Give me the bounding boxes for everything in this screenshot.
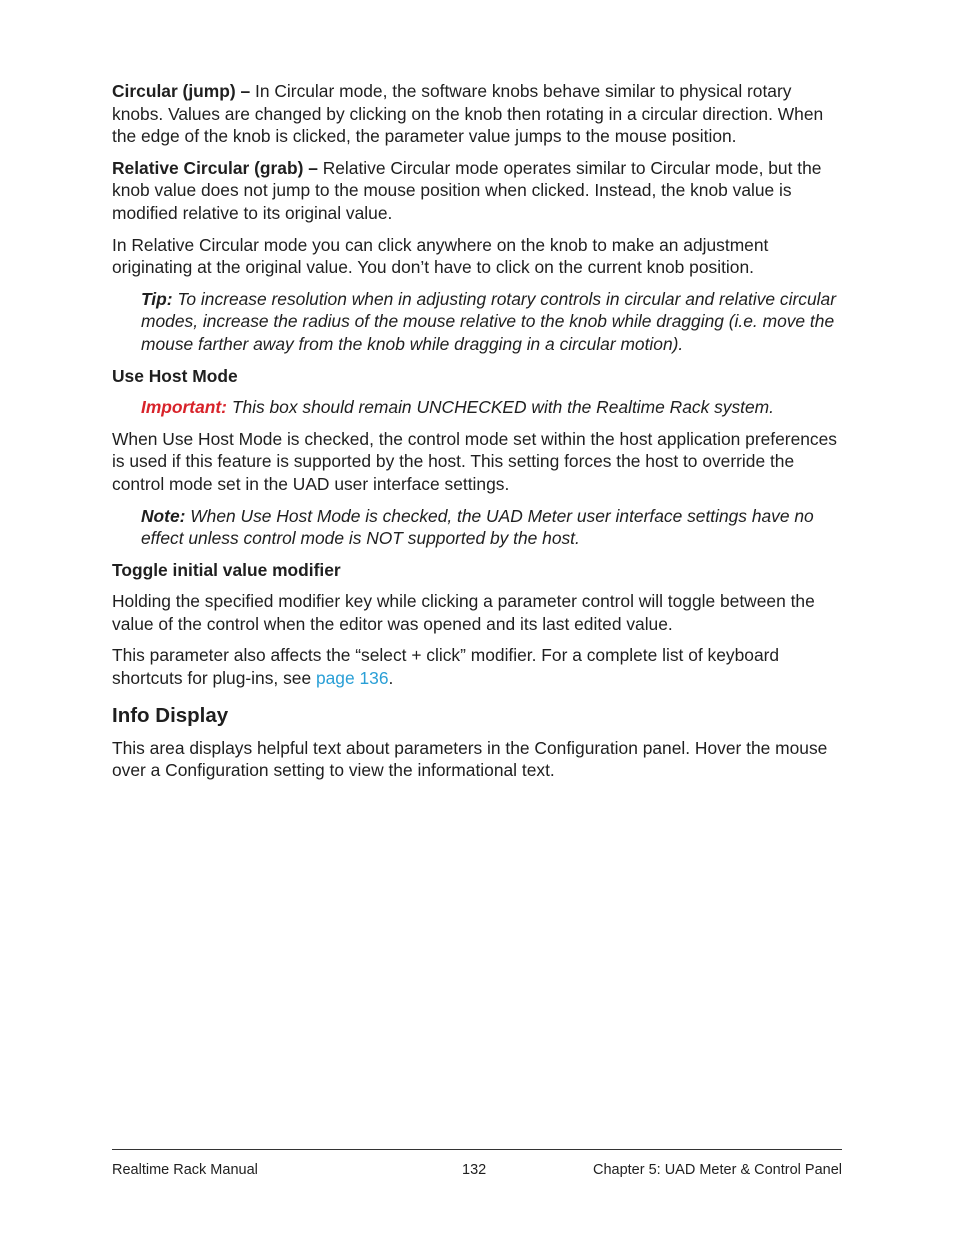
info-display-body: This area displays helpful text about parameters in the Configuration panel. Hover the mouse over a Configuration setting to view the informational text. bbox=[112, 737, 828, 781]
footer-divider bbox=[112, 1149, 842, 1150]
relative-circular-paragraph bbox=[112, 157, 842, 225]
note-label: Note: bbox=[141, 505, 186, 526]
important-note bbox=[141, 396, 842, 419]
note-text: When Use Host Mode is checked, the UAD Meter user interface settings have no effect unless control mode is NOT supported by the host. bbox=[141, 505, 814, 549]
tip-text: To increase resolution when in adjusting rotary controls in circular and relative circular modes, increase the radius of the mouse relative to the knob while dragging (i.e. move the mouse farther away from the knob while dragging in a circular motion). bbox=[141, 288, 836, 354]
footer-page-number: 132 bbox=[462, 1162, 487, 1178]
shortcuts-text-end: . bbox=[388, 668, 394, 689]
toggle-modifier-body: Holding the specified modifier key while clicking a parameter control will toggle between the value of the control when the editor was opened and its last edited value. bbox=[112, 591, 815, 634]
toggle-modifier-heading: Toggle initial value modifier bbox=[112, 559, 341, 580]
circular-jump-term: Circular (jump) – bbox=[112, 81, 251, 101]
relative-circular-followup: In Relative Circular mode you can click anywhere on the knob to make an adjustment originating at the original value. You don’t have to click on the current knob position. bbox=[112, 234, 769, 278]
footer-manual-title: Realtime Rack Manual bbox=[112, 1162, 258, 1178]
important-text: This box should remain UNCHECKED with the Realtime Rack system. bbox=[226, 397, 774, 418]
tip-note bbox=[141, 288, 842, 356]
circular-jump-text: In Circular mode, the software knobs behave similar to physical rotary knobs. Values are changed by clicking on the knob then rotating in a circular direction. When the edge of the knob is clicked, the parameter value jumps to the mouse position. bbox=[112, 81, 824, 147]
shortcuts-text: This parameter also affects the “select + click” modifier. For a complete list of keyboard shortcuts for plug-ins, see bbox=[112, 645, 780, 689]
info-display-heading: Info Display bbox=[112, 703, 229, 727]
page-content bbox=[112, 80, 842, 791]
use-host-mode-heading: Use Host Mode bbox=[112, 365, 238, 386]
page-136-link[interactable]: page 136 bbox=[315, 668, 389, 689]
circular-jump-paragraph bbox=[112, 80, 842, 148]
relative-circular-text: Relative Circular mode operates similar to Circular mode, but the knob value does not jump to the mouse position when clicked. Instead, the knob value is modified relative to its original value. bbox=[112, 157, 822, 223]
footer-chapter-title: Chapter 5: UAD Meter & Control Panel bbox=[592, 1162, 842, 1178]
toggle-modifier-body-2 bbox=[112, 644, 842, 689]
relative-circular-term: Relative Circular (grab) – bbox=[112, 157, 318, 178]
tip-label: Tip: bbox=[141, 288, 173, 309]
host-mode-note bbox=[141, 505, 842, 550]
important-label: Important: bbox=[141, 397, 227, 418]
use-host-mode-body: When Use Host Mode is checked, the control mode set within the host application preferences is used if this feature is supported by the host. This setting forces the host to override the control mode set in the UAD user interface settings. bbox=[112, 428, 837, 494]
